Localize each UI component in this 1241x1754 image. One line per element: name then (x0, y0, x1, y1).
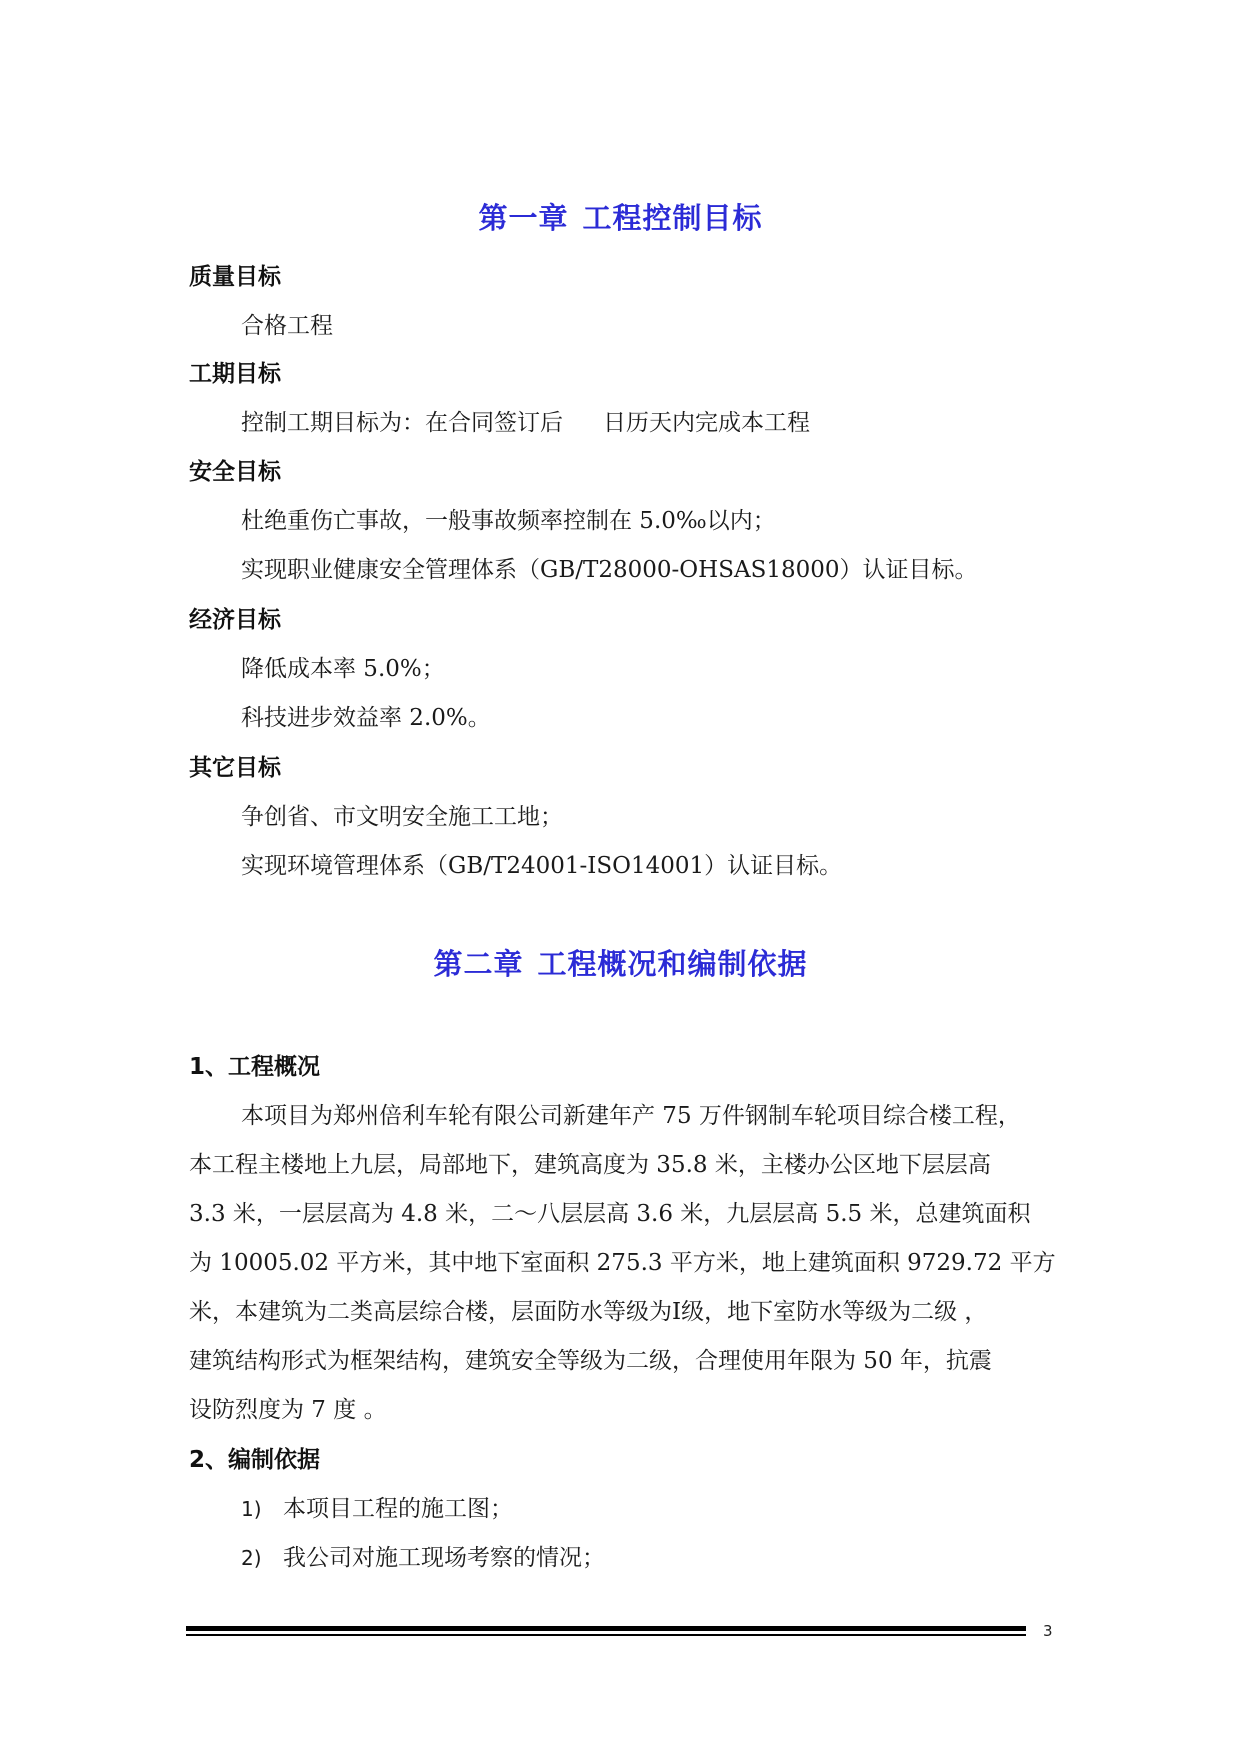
section-heading-other: 其它目标 (189, 755, 281, 781)
chapter-2-title (0, 942, 1241, 983)
basis-item-2-text: 我公司对施工现场考察的情况； (283, 1545, 605, 1571)
safety-line-1: 杜绝重伤亡事故，一般事故频率控制在 5.0‰以内； (241, 508, 776, 534)
chapter-2-heading: 工程概况和编制依据 (537, 947, 808, 981)
overview-line-2: 本工程主楼地上九层，局部地下，建筑高度为 35.8 米，主楼办公区地下层层高 (189, 1152, 991, 1178)
other-line-2: 实现环境管理体系（GB/T24001-ISO14001）认证目标。 (241, 853, 843, 879)
other-line-1: 争创省、市文明安全施工工地； (241, 804, 563, 830)
schedule-line (241, 404, 810, 437)
basis-item-1-number: 1) (241, 1497, 262, 1521)
basis-item-1 (241, 1490, 513, 1523)
overview-line-4: 为 10005.02 平方米，其中地下室面积 275.3 平方米，地上建筑面积 9729.72 平方 (189, 1250, 1056, 1276)
overview-line-5: 米，本建筑为二类高层综合楼，层面防水等级为Ⅰ级，地下室防水等级为二级 ， (189, 1299, 988, 1325)
section-heading-quality: 质量目标 (189, 264, 281, 290)
chapter-2-number: 第二章 (433, 947, 524, 981)
section-heading-economy: 经济目标 (189, 607, 281, 633)
footer-rule-thick (186, 1626, 1026, 1631)
overview-line-6: 建筑结构形式为框架结构，建筑安全等级为二级，合理使用年限为 50 年，抗震 (189, 1348, 992, 1374)
overview-line-1: 本项目为郑州倍利车轮有限公司新建年产 75 万件钢制车轮项目综合楼工程， (241, 1103, 1021, 1129)
section-heading-schedule: 工期目标 (189, 361, 281, 387)
schedule-line-part-a: 控制工期目标为：在合同签订后 (241, 410, 563, 436)
basis-item-1-text: 本项目工程的施工图； (283, 1496, 513, 1522)
safety-line-2: 实现职业健康安全管理体系（GB/T28000-OHSAS18000）认证目标。 (241, 557, 978, 583)
overview-line-7: 设防烈度为 7 度 。 (189, 1397, 387, 1423)
economy-line-2: 科技进步效益率 2.0%。 (241, 705, 491, 731)
chapter-1-heading: 工程控制目标 (582, 201, 763, 235)
page-number: 3 (1043, 1622, 1053, 1640)
basis-item-2 (241, 1539, 605, 1572)
schedule-line-part-b: 日历天内完成本工程 (603, 410, 810, 436)
chapter-1-title (0, 196, 1241, 237)
chapter-1-number: 第一章 (478, 201, 569, 235)
overview-line-3: 3.3 米，一层层高为 4.8 米，二～八层层高 3.6 米，九层层高 5.5 米，总建筑面积 (189, 1201, 1031, 1227)
footer-rule-thin (186, 1634, 1026, 1636)
section-heading-safety: 安全目标 (189, 459, 281, 485)
section-heading-basis: 2、编制依据 (189, 1447, 321, 1473)
section-heading-overview: 1、工程概况 (189, 1054, 321, 1080)
economy-line-1: 降低成本率 5.0%； (241, 656, 445, 682)
basis-item-2-number: 2) (241, 1546, 262, 1570)
quality-line: 合格工程 (241, 313, 333, 339)
